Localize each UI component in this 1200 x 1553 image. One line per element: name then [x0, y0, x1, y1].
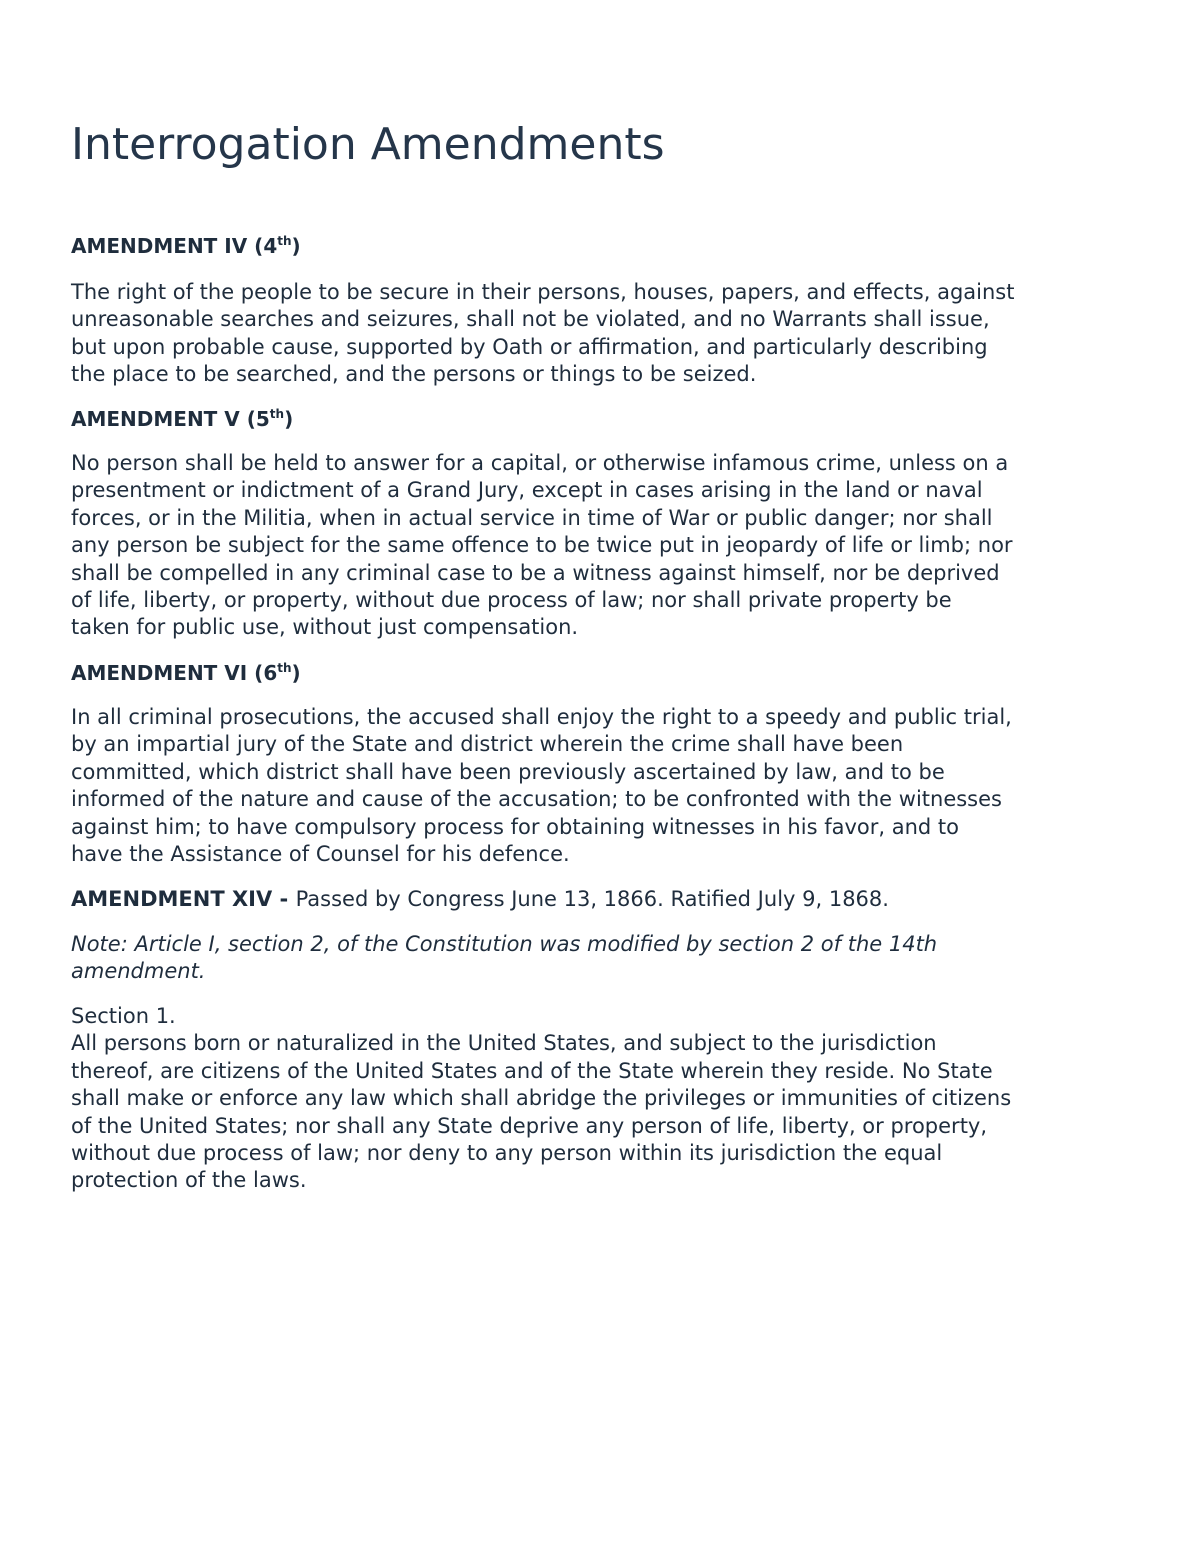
text-line: The right of the people to be secure in their persons, houses, papers, and effects, against [71, 280, 1015, 304]
text-line: of life, liberty, or property, without due process of law; nor shall private property be [71, 588, 952, 613]
text-line: without due process of law; nor deny to any person within its jurisdiction the equal [71, 1141, 943, 1166]
amendment-xiv-section-1 [71, 1003, 1141, 1195]
amendment-vi-heading-close: ) [291, 661, 301, 685]
text-line: forces, or in the Militia, when in actual service in time of War or public danger; nor shall [71, 505, 993, 530]
amendment-v-text [71, 450, 1141, 642]
text-line: presentment or indictment of a Grand Jury, except in cases arising in the land or naval [71, 478, 983, 503]
amendment-iv-heading-close: ) [291, 234, 301, 258]
amendment-vi-ordinal-suffix: th [277, 661, 292, 675]
text-line: thereof, are citizens of the United States and of the State wherein they reside. No State [71, 1058, 993, 1083]
text-line: but upon probable cause, supported by Oath or affirmation, and particularly describing [71, 334, 988, 359]
amendment-xiv-note [71, 931, 1141, 986]
text-line: Note: Article I, section 2, of the Constitution was modified by section 2 of the 14th [71, 932, 938, 956]
amendment-v-heading [71, 405, 293, 433]
amendment-xiv-heading-text: AMENDMENT XIV - [71, 887, 296, 911]
amendment-iv-text [71, 279, 1141, 389]
amendment-xiv-passage: Passed by Congress June 13, 1866. Ratified July 9, 1868. [295, 887, 889, 911]
text-line: the place to be searched, and the persons or things to be seized. [71, 362, 757, 387]
text-line: protection of the laws. [71, 1168, 307, 1193]
text-line: informed of the nature and cause of the accusation; to be confronted with the witnesses [71, 787, 1002, 812]
text-line: against him; to have compulsory process for obtaining witnesses in his favor, and to [71, 814, 959, 839]
amendment-v-heading-close: ) [284, 407, 294, 431]
amendment-v-ordinal-suffix: th [269, 407, 285, 421]
text-line: committed, which district shall have been previously ascertained by law, and to be [71, 759, 945, 784]
amendment-vi-text [71, 704, 1141, 868]
text-line: In all criminal prosecutions, the accused shall enjoy the right to a speedy and public trial, [71, 705, 1012, 729]
text-line: any person be subject for the same offence to be twice put in jeopardy of life or limb; nor [71, 533, 1013, 558]
text-line: All persons born or naturalized in the United States, and subject to the jurisdiction [71, 1031, 937, 1056]
document-title: Interrogation Amendments [71, 119, 665, 170]
text-line: taken for public use, without just compensation. [71, 615, 579, 640]
amendment-iv-heading [71, 232, 301, 260]
section-label: Section 1. [71, 1004, 176, 1028]
amendment-vi-heading-text: AMENDMENT VI (6 [71, 661, 278, 685]
text-line: amendment. [71, 959, 206, 984]
text-line: by an impartial jury of the State and district wherein the crime shall have been [71, 732, 904, 757]
amendment-vi-heading [71, 659, 301, 687]
text-line: have the Assistance of Counsel for his defence. [71, 842, 570, 867]
text-line: No person shall be held to answer for a capital, or otherwise infamous crime, unless on a [71, 451, 1009, 475]
text-line: of the United States; nor shall any State deprive any person of life, liberty, or property, [71, 1113, 988, 1138]
amendment-iv-ordinal-suffix: th [277, 234, 292, 248]
amendment-iv-heading-text: AMENDMENT IV (4 [71, 234, 278, 258]
text-line: unreasonable searches and seizures, shall not be violated, and no Warrants shall issue, [71, 307, 990, 332]
text-line: shall make or enforce any law which shall abridge the privileges or immunities of citizens [71, 1086, 1012, 1111]
text-line: shall be compelled in any criminal case to be a witness against himself, nor be deprived [71, 560, 1000, 585]
amendment-v-heading-text: AMENDMENT V (5 [71, 407, 270, 431]
amendment-xiv-heading [71, 886, 1141, 913]
